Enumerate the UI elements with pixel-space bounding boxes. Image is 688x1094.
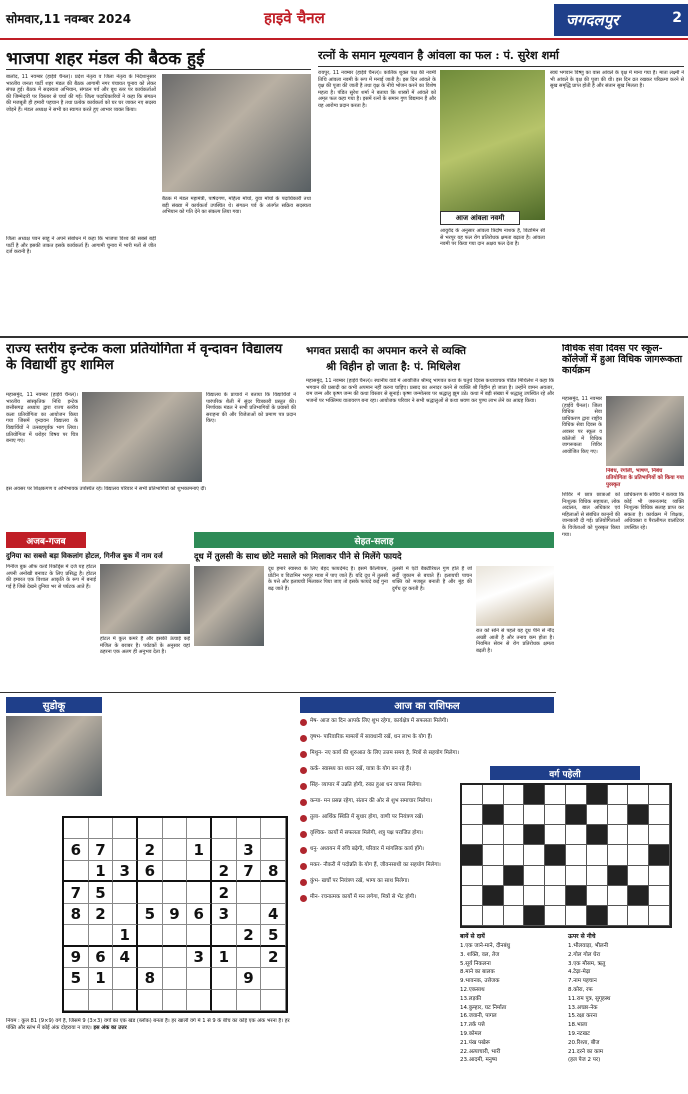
crossword-clue: 13.अच्छा-नेक: [568, 1004, 598, 1011]
sudoku-cell[interactable]: 1: [113, 925, 138, 946]
article5-photo: [606, 396, 684, 466]
bullet-icon: [300, 863, 307, 870]
sudoku-cell[interactable]: 2: [261, 947, 286, 968]
bullet-icon: [300, 783, 307, 790]
crossword-cell[interactable]: [504, 825, 525, 845]
divider: [6, 69, 311, 70]
crossword-cell[interactable]: [628, 785, 649, 805]
sudoku-cell[interactable]: [138, 925, 163, 946]
crossword-cell[interactable]: [608, 845, 629, 865]
crossword-block: [504, 866, 525, 886]
rashifal-item: [300, 718, 554, 726]
sudoku-cell[interactable]: [113, 968, 138, 989]
crossword-clue: 22.अत्याचारी, भारी: [460, 1048, 501, 1055]
bullet-icon: [300, 799, 307, 806]
edition-city: जगदलपुर: [554, 4, 688, 36]
sudoku-cell[interactable]: 6: [64, 839, 89, 860]
crossword-clue: (हल पेज 2 पर): [568, 1057, 601, 1064]
sudoku-cell[interactable]: [163, 968, 188, 989]
sudoku-cell[interactable]: [212, 990, 237, 1011]
sudoku-cell[interactable]: [89, 990, 114, 1011]
sudoku-cell[interactable]: [138, 818, 163, 839]
crossword-cell[interactable]: [649, 866, 670, 886]
sudoku-cell[interactable]: 1: [89, 861, 114, 882]
crossword-cell[interactable]: [524, 845, 545, 865]
crossword-block: [649, 845, 670, 865]
crossword-block: [524, 906, 545, 926]
article2-body: रायपुर, 11 नवम्बर (हाईवे चैनल)। कार्तिक शुक्ल पक्ष की नवमी तिथि आंवला नवमी के रूप में मनाई जाती है। इस दिन आंवले के वृक्ष की पूजा की जाती है तथा वृक्ष के नीचे भोजन करने का विशेष महत्व है। पंडित सुरेश शर्मा ने बताया कि शास्त्रों में आंवले को अमृत फल कहा गया है। इसमें रत्नों के समान गुण विद्यमान हैं और यह आरोग्य प्रदान करता है।: [318, 70, 436, 109]
crossword-block: [587, 785, 608, 805]
sudoku-cell[interactable]: 1: [212, 947, 237, 968]
rashifal-text: वृश्चिक- कार्यों में सफलता मिलेगी, शत्रु पक्ष पराजित होगा।: [310, 830, 423, 836]
bullet-icon: [300, 719, 307, 726]
crossword-cell[interactable]: [608, 825, 629, 845]
masthead: [0, 0, 688, 40]
sudoku-cell[interactable]: 5: [261, 925, 286, 946]
sudoku-cell[interactable]: [64, 925, 89, 946]
crossword-clue: 1.भीलवाड़ा, भीलनी: [568, 943, 609, 949]
crossword-cell[interactable]: [608, 785, 629, 805]
sehat-headline: दूध में तुलसी के साथ छोटे मसाले को मिलाकर पीने से मिलेंगे फायदे: [194, 552, 402, 562]
milk-photo: [476, 566, 554, 626]
crossword-cell[interactable]: [462, 805, 483, 825]
article5-body-2: शिविर में छात्र छात्राओं को निःशुल्क विधिक सहायता, लोक अदालत, बाल अधिकार एवं महिलाओं से संबंधित कानूनों की जानकारी दी गई। प्रतियोगिताओं के विजेताओं को पुरस्कृत किया गया।: [562, 492, 620, 538]
sudoku-cell[interactable]: 8: [64, 904, 89, 925]
crossword-clues-left-head: बायें से दायें: [460, 933, 485, 940]
sudoku-cell[interactable]: 2: [212, 861, 237, 882]
sudoku-cell[interactable]: [187, 818, 212, 839]
crossword-clue: 17.तर्क पत्ते: [460, 1022, 485, 1029]
crossword-cell[interactable]: [587, 805, 608, 825]
sudoku-cell[interactable]: [89, 818, 114, 839]
sehat-photo: [194, 566, 264, 646]
sudoku-cell[interactable]: [212, 839, 237, 860]
crossword-block: [524, 785, 545, 805]
article3-body-3: इस अवसर पर शिक्षकगण व अभिभावक उपस्थित रहे। विद्यालय परिवार ने सभी प्रतिभागियों को शुभकामनाएं दीं।: [6, 486, 207, 492]
sudoku-cell[interactable]: 7: [89, 839, 114, 860]
article5-headline: विधिक सेवा दिवस पर स्कूल-कॉलेजों में हुआ विधिक जागरूकता कार्यक्रम: [562, 344, 683, 376]
sudoku-cell[interactable]: [163, 839, 188, 860]
sudoku-cell[interactable]: 8: [138, 968, 163, 989]
bullet-icon: [300, 847, 307, 854]
crossword-clue: 12.एकसाथ: [460, 986, 485, 993]
sudoku-cell[interactable]: [261, 882, 286, 903]
sudoku-cell[interactable]: 7: [64, 882, 89, 903]
crossword-clue: 23.आदमी, मनुष्य: [460, 1057, 497, 1064]
article1-headline: भाजपा शहर मंडल की बैठक हुई: [6, 49, 205, 69]
crossword-block: [462, 845, 483, 865]
crossword-cell[interactable]: [462, 906, 483, 926]
article1-photo: [162, 74, 311, 192]
article3-body: महासमुंद, 11 नवम्बर (हाईवे चैनल)। भारतीय सांस्कृतिक निधि इन्टेक छत्तीसगढ़ अध्याय द्वारा राज्य स्तरीय कला प्रतियोगिता का आयोजन किया गया जिसमें वृन्दावन विद्यालय के विद्यार्थियों ने उत्साहपूर्वक भाग लिया। प्रतियोगिता में धरोहर विषय पर चित्र बनाए गए।: [6, 392, 78, 445]
article3-body-2: विद्यालय के प्राचार्य ने बताया कि विद्यार्थियों ने पारंपरिक शैली में सुंदर चित्रकारी प्रस्तुत की। निर्णायक मंडल ने सभी प्रतिभागियों के प्रयासों की सराहना की और विजेताओं को प्रमाण पत्र प्रदान किए।: [206, 392, 296, 425]
crossword-cell[interactable]: [545, 805, 566, 825]
crossword-cell[interactable]: [566, 866, 587, 886]
crossword-cell[interactable]: [462, 886, 483, 906]
sudoku-cell[interactable]: [187, 925, 212, 946]
sudoku-cell[interactable]: [187, 968, 212, 989]
rashifal-text: कन्या- मन प्रसन्न रहेगा, संतान की ओर से शुभ समाचार मिलेगा।: [310, 798, 433, 804]
crossword-clues-left: [460, 942, 564, 1065]
crossword-cell[interactable]: [566, 906, 587, 926]
rashifal-text: मीन- रचनात्मक कार्यों में मन लगेगा, मित्रों से भेंट होगी।: [310, 894, 417, 900]
article1-body-3: बैठक में मंडल महामंत्री, पार्षदगण, महिला मोर्चा, युवा मोर्चा के पदाधिकारी तथा बड़ी संख्या में कार्यकर्ता उपस्थित थे। संगठन पर्व के अंतर्गत सक्रिय सदस्यता अभियान को गति देने का संकल्प लिया गया।: [162, 196, 311, 216]
crossword-cell[interactable]: [545, 825, 566, 845]
sudoku-cell[interactable]: [138, 947, 163, 968]
sudoku-cell[interactable]: [237, 947, 262, 968]
sudoku-cell[interactable]: [138, 882, 163, 903]
issue-date: सोमवार,11 नवम्बर 2024: [6, 12, 132, 26]
sehat-body: दूध हमारे स्वास्थ्य के लिए बेहद फायदेमंद है। इसमें कैल्शियम, प्रोटीन व विटामिन भरपूर मात्रा में पाए जाते हैं। यदि दूध में तुलसी के पत्ते और इलायची मिलाकर पिया जाए तो इसके फायदे कई गुना बढ़ जाते हैं।: [268, 566, 388, 592]
crossword-clue: 19.नटखट: [568, 1030, 590, 1037]
bullet-icon: [300, 815, 307, 822]
sudoku-cell[interactable]: 4: [113, 947, 138, 968]
article1-body: बालोद, 11 नवम्बर (हाईवे चैनल)। प्रदेश नेतृत्व व जिला नेतृत्व के निर्देशानुसार भारतीय जनता पार्टी शहर मंडल की बैठक आगामी नगर पंचायत चुनाव को लेकर संपन्न हुई। बैठक में सदस्यता अभियान, संगठन पर्व और बूथ स्तर पर कार्यकर्ताओं की जिम्मेदारी पर विस्तार से चर्चा की गई। जिला पदाधिकारियों ने कहा कि संगठन की मजबूती ही हमारी पहचान है तथा प्रत्येक कार्यकर्ता को घर घर जाकर नए सदस्य जोड़ने हैं। मंडल अध्यक्ष ने सभी का स्वागत करते हुए आभार व्यक्त किया।: [6, 74, 156, 113]
bullet-icon: [300, 831, 307, 838]
crossword-cell[interactable]: [524, 866, 545, 886]
rashifal-text: धनु- अध्ययन में रुचि बढ़ेगी, परिवार में मांगलिक कार्य होंगे।: [310, 846, 424, 852]
sudoku-cell[interactable]: [113, 839, 138, 860]
rashifal-text: कर्क- स्वास्थ्य का ध्यान रखें, यात्रा के योग बन रहे हैं।: [310, 766, 412, 772]
crossword-cell[interactable]: [628, 866, 649, 886]
rashifal-item: [300, 750, 554, 758]
divider: [0, 692, 556, 693]
sudoku-cell[interactable]: 2: [237, 925, 262, 946]
rashifal-band: आज का राशिफल: [300, 697, 554, 713]
crossword-clue: 8.कोरा, रफ: [568, 986, 593, 993]
sudoku-footer: इस अंक का उत्तर: [93, 1025, 127, 1031]
crossword-clue: 20.रिश्ता, बीज: [568, 1039, 600, 1046]
sudoku-cell[interactable]: [237, 882, 262, 903]
sudoku-cell[interactable]: [113, 882, 138, 903]
crossword-clue: 5.सूर्य निकलना: [460, 960, 491, 967]
crossword-cell[interactable]: [483, 845, 504, 865]
article1-body-2: जिला अध्यक्ष पवन साहू ने अपने संबोधन में कहा कि भाजपा विश्व की सबसे बड़ी पार्टी है और इसकी ताकत इसके कार्यकर्ता हैं। आगामी चुनाव में भारी मतों से जीत दर्ज करानी है।: [6, 236, 156, 256]
ajab-body-2: होटल में कुल कमरे हैं और इसकी ऊंचाई कई मंजिल के बराबर है। पर्यटकों के अनुसार यहां ठहरना एक अलग ही अनुभव देता है।: [100, 636, 190, 656]
ajab-photo: [100, 564, 190, 634]
crossword-clue: 21.पंख पखेरू: [460, 1039, 491, 1046]
crossword-cell[interactable]: [649, 785, 670, 805]
crossword-block: [628, 805, 649, 825]
crossword-block: [566, 886, 587, 906]
crossword-cell[interactable]: [524, 886, 545, 906]
divider: [318, 66, 684, 67]
sudoku-cell[interactable]: [138, 990, 163, 1011]
crossword-cell[interactable]: [566, 825, 587, 845]
sudoku-cell[interactable]: 8: [261, 861, 286, 882]
crossword-cell[interactable]: [483, 825, 504, 845]
article3-headline: राज्य स्तरीय इन्टेक कला प्रतियोगिता में वृन्दावन विद्यालय के विद्यार्थी हुए शामिल: [6, 342, 283, 373]
sudoku-cell[interactable]: [212, 818, 237, 839]
sudoku-cell[interactable]: 3: [113, 861, 138, 882]
paper-name: हाइवे चैनल: [264, 9, 325, 27]
crossword-cell[interactable]: [504, 785, 525, 805]
sudoku-cell[interactable]: 3: [187, 947, 212, 968]
article2-body-3: स्वयं भगवान विष्णु का वास आंवले के वृक्ष में माना गया है। माता लक्ष्मी ने भी आंवले के वृक्ष की पूजा की थी। इस दिन व्रत रखकर परिक्रमा करने से सुख समृद्धि प्राप्त होती है और संतान सुख मिलता है।: [550, 70, 684, 90]
sudoku-cell[interactable]: [237, 990, 262, 1011]
sudoku-cell[interactable]: 5: [138, 904, 163, 925]
sudoku-cell[interactable]: 6: [89, 947, 114, 968]
crossword-cell[interactable]: [504, 805, 525, 825]
sudoku-cell[interactable]: [261, 990, 286, 1011]
crossword-clue: 14.कुम्हार, घट निर्माता: [460, 1004, 507, 1011]
crossword-cell[interactable]: [524, 805, 545, 825]
crossword-cell[interactable]: [608, 805, 629, 825]
sudoku-cell[interactable]: 6: [138, 861, 163, 882]
sudoku-cell[interactable]: [261, 968, 286, 989]
sudoku-cell[interactable]: 2: [212, 882, 237, 903]
article5-body: महासमुंद, 11 नवम्बर (हाईवे चैनल)। जिला विधिक सेवा प्राधिकरण द्वारा राष्ट्रीय विधिक सेवा दिवस के अवसर पर स्कूल व कॉलेजों में विधिक जागरूकता शिविर आयोजित किए गए।: [562, 396, 602, 455]
crossword-cell[interactable]: [462, 785, 483, 805]
sudoku-cell[interactable]: [113, 818, 138, 839]
sudoku-cell[interactable]: [237, 904, 262, 925]
sudoku-rules-text: नियम : कुल 81 (9×9) वर्ग हैं, जिसमें 9 (3×3) वर्गों का एक खंड (ब्लॉक) बनता है। हर खाली वर्ग में 1 से 9 के बीच का कोई एक अंक भरना है। हर पंक्ति और स्तंभ में कोई अंक दोहराया न जाए।: [6, 1018, 290, 1031]
article5-body-3: प्राधिकरण के सचिव ने बताया कि कोई भी जरूरतमंद व्यक्ति निःशुल्क विधिक सलाह प्राप्त कर सकता है। कार्यक्रम में शिक्षक, अधिवक्ता व पैरालीगल वालंटियर उपस्थित रहे।: [624, 492, 684, 531]
sudoku-cell[interactable]: 3: [212, 904, 237, 925]
sudoku-cell[interactable]: [89, 925, 114, 946]
sehat-body-3: रात को सोने से पहले यह दूध पीने से नींद अच्छी आती है और तनाव कम होता है। नियमित सेवन से रोग प्रतिरोधक क्षमता बढ़ती है।: [476, 628, 554, 654]
sudoku-cell[interactable]: 5: [89, 882, 114, 903]
sudoku-cell[interactable]: 7: [237, 861, 262, 882]
crossword-cell[interactable]: [608, 886, 629, 906]
sudoku-cell[interactable]: [64, 990, 89, 1011]
sudoku-cell[interactable]: [237, 818, 262, 839]
crossword-cell[interactable]: [587, 845, 608, 865]
crossword-clue: 15.रक्षा करना: [568, 1013, 598, 1020]
crossword-cell[interactable]: [545, 785, 566, 805]
sudoku-cell[interactable]: 1: [187, 839, 212, 860]
sudoku-cell[interactable]: [163, 861, 188, 882]
bullet-icon: [300, 735, 307, 742]
crossword-grid: [460, 783, 672, 928]
crossword-cell[interactable]: [483, 906, 504, 926]
sudoku-cell[interactable]: 2: [138, 839, 163, 860]
crossword-cell[interactable]: [462, 866, 483, 886]
page-number: 2: [672, 10, 682, 26]
rashifal-text: मेष- आज का दिन आपके लिए शुभ रहेगा, कार्यक्षेत्र में सफलता मिलेगी।: [310, 718, 449, 724]
sehat-body-2: तुलसी में एंटी बैक्टीरियल गुण होते हैं जो सर्दी जुकाम से बचाते हैं। इलायची पाचन शक्ति को मजबूत बनाती है और मुंह की दुर्गंध दूर करती है।: [392, 566, 472, 592]
ajab-body: गिनीज बुक ऑफ वर्ल्ड रिकॉर्ड्स में दर्ज यह होटल अपनी अनोखी बनावट के लिए प्रसिद्ध है। होटल की इमारत एक विशाल आकृति के रूप में बनाई गई है जिसे देखने दुनिया भर से पर्यटक आते हैं।: [6, 564, 96, 590]
rashifal-text: कुंभ- खर्चों पर नियंत्रण रखें, भाग्य का साथ मिलेगा।: [310, 878, 410, 884]
rashifal-text: तुला- आर्थिक स्थिति में सुधार होगा, वाणी पर नियंत्रण रखें।: [310, 814, 424, 820]
bullet-icon: [300, 895, 307, 902]
divider: [0, 336, 688, 338]
crossword-clues-right: [568, 942, 678, 1065]
article4-headline-2: श्री विहीन हो जाता है: पं. मिथिलेश: [326, 361, 461, 373]
crossword-cell[interactable]: [649, 906, 670, 926]
crossword-clue: 21.दरने का काम: [568, 1048, 604, 1055]
rashifal-item: [300, 734, 554, 742]
crossword-block: [587, 825, 608, 845]
crossword-clue: 8.माने का बालक: [460, 969, 495, 976]
sudoku-cell[interactable]: [163, 925, 188, 946]
crossword-block: [545, 845, 566, 865]
sudoku-cell[interactable]: 9: [64, 947, 89, 968]
sudoku-cell[interactable]: [163, 818, 188, 839]
crossword-cell[interactable]: [504, 845, 525, 865]
crossword-clue: 2.गोल गोल घेरा: [568, 951, 601, 958]
bullet-icon: [300, 879, 307, 886]
crossword-cell[interactable]: [649, 805, 670, 825]
sudoku-cell[interactable]: 9: [163, 904, 188, 925]
crossword-cell[interactable]: [483, 785, 504, 805]
crossword-cell[interactable]: [587, 886, 608, 906]
sudoku-cell[interactable]: [113, 904, 138, 925]
crossword-cell[interactable]: [649, 825, 670, 845]
sudoku-cell[interactable]: 2: [89, 904, 114, 925]
crossword-cell[interactable]: [566, 785, 587, 805]
crossword-block: [608, 866, 629, 886]
crossword-block: [566, 805, 587, 825]
sudoku-cell[interactable]: [113, 990, 138, 1011]
sudoku-cell[interactable]: [187, 882, 212, 903]
rashifal-text: मिथुन- नए कार्य की शुरुआत के लिए उत्तम समय है, मित्रों से सहयोग मिलेगा।: [310, 750, 460, 756]
amla-caption: आज आंवला नवमी: [440, 211, 520, 225]
sudoku-cell[interactable]: 6: [187, 904, 212, 925]
sudoku-cell[interactable]: 1: [89, 968, 114, 989]
crossword-clue: 9.भावनक, उत्तेजक: [460, 978, 500, 985]
sudoku-grid: [62, 816, 288, 1013]
crossword-cell[interactable]: [545, 906, 566, 926]
rashifal-text: सिंह- व्यापार में उन्नति होगी, रुका हुआ धन वापस मिलेगा।: [310, 782, 422, 788]
article2-headline: रत्नों के समान मूल्यवान है आंवला का फल : पं. सुरेश शर्मा: [318, 48, 559, 62]
crossword-clues-right-head: ऊपर से नीचे: [568, 933, 596, 940]
crossword-block: [524, 825, 545, 845]
crossword-band: वर्ग पहेली: [490, 766, 640, 780]
sudoku-cell[interactable]: [163, 947, 188, 968]
crossword-clue: 3. शक्ति, वल, तेज: [460, 951, 500, 958]
crossword-cell[interactable]: [504, 886, 525, 906]
sudoku-cell[interactable]: 3: [237, 839, 262, 860]
crossword-clue: 13.लड़की: [460, 995, 482, 1002]
sudoku-cell[interactable]: 4: [261, 904, 286, 925]
crossword-clue: 11.राम पुत्र, सुगृहस्थ: [568, 995, 611, 1002]
crossword-block: [587, 906, 608, 926]
ajab-headline: दुनिया का सबसे बड़ा विकलांग होटल, गिनीज बुक में नाम दर्ज: [6, 551, 163, 560]
crossword-cell[interactable]: [608, 906, 629, 926]
bullet-icon: [300, 751, 307, 758]
crossword-cell[interactable]: [628, 906, 649, 926]
crossword-clue: 1.एक जाने-माने, दीनबंधु: [460, 943, 510, 949]
sudoku-cell[interactable]: 9: [237, 968, 262, 989]
sudoku-image: [6, 716, 102, 796]
crossword-clue: 16.जवानी, पागल: [460, 1013, 497, 1020]
rashifal-text: मकर- नौकरी में पदोन्नति के योग हैं, जीवनसाथी का सहयोग मिलेगा।: [310, 862, 441, 868]
crossword-cell[interactable]: [587, 866, 608, 886]
sudoku-cell[interactable]: [212, 968, 237, 989]
crossword-clue: 19.कोमल: [460, 1030, 482, 1037]
article3-photo: [82, 392, 202, 482]
crossword-cell[interactable]: [545, 886, 566, 906]
article4-body: महासमुंद, 11 नवम्बर (हाईवे चैनल)। स्थानीय वार्ड में आयोजित श्रीमद् भागवत कथा के चतुर्थ दिवस कथावाचक पंडित मिथिलेश ने कहा कि भगवान की प्रसादी का कभी अपमान नहीं करना चाहिए। प्रसाद का अनादर करने से व्यक्ति श्री विहीन हो जाता है। उन्होंने वामन अवतार, राम जन्म और कृष्ण जन्म की कथा विस्तार से सुनाई। कृष्ण जन्मोत्सव पर श्रद्धालु झूम उठे। कथा में बड़ी संख्या में श्रद्धालु उपस्थित रहे और भजनों पर भक्तिमय वातावरण बना रहा। आयोजक परिवार ने सभी श्रद्धालुओं से कथा श्रवण कर पुण्य लाभ लेने का आग्रह किया।: [306, 378, 554, 404]
sudoku-cell[interactable]: 5: [64, 968, 89, 989]
crossword-block: [628, 886, 649, 906]
crossword-clue: 7.नाम पहचान: [568, 978, 597, 985]
sehat-salah-band: सेहत-सलाह: [194, 532, 554, 548]
crossword-clue: 18.भाला: [568, 1022, 588, 1029]
sudoku-cell[interactable]: [64, 861, 89, 882]
crossword-block: [483, 886, 504, 906]
crossword-cell[interactable]: [462, 825, 483, 845]
crossword-clue: 4.टेढ़ा-मेढ़ा: [568, 969, 591, 976]
ajab-gajab-band: अजब-गजब: [6, 532, 86, 548]
crossword-cell[interactable]: [628, 825, 649, 845]
sudoku-cell[interactable]: [261, 818, 286, 839]
crossword-cell[interactable]: [483, 866, 504, 886]
sudoku-cell[interactable]: [187, 861, 212, 882]
crossword-cell[interactable]: [628, 845, 649, 865]
bullet-icon: [300, 767, 307, 774]
crossword-cell[interactable]: [504, 906, 525, 926]
crossword-cell[interactable]: [545, 866, 566, 886]
sudoku-cell[interactable]: [64, 818, 89, 839]
crossword-block: [483, 805, 504, 825]
sudoku-cell[interactable]: [163, 990, 188, 1011]
sudoku-rules: [6, 1018, 296, 1052]
rashifal-text: वृषभ- पारिवारिक मामलों में सावधानी रखें, धन लाभ के योग हैं।: [310, 734, 433, 740]
crossword-cell[interactable]: [649, 886, 670, 906]
sudoku-cell[interactable]: [261, 839, 286, 860]
crossword-cell[interactable]: [566, 845, 587, 865]
sudoku-cell[interactable]: [212, 925, 237, 946]
article5-photo-caption: निबंध, रंगोली, भाषण, निबंध प्रतियोगिता के प्रतिभागियों को किया गया पुरस्कृत: [606, 468, 684, 488]
sudoku-cell[interactable]: [163, 882, 188, 903]
amla-photo: [440, 70, 545, 220]
sudoku-band: सुडोकू: [6, 697, 102, 713]
article4-headline: भगवत प्रसादी का अपमान करने से व्यक्ति: [306, 345, 467, 357]
article2-body-2: आयुर्वेद के अनुसार आंवला त्रिदोष नाशक है, विटामिन सी से भरपूर यह फल रोग प्रतिरोधक क्षमता बढ़ाता है। आंवला नवमी पर किया गया दान अक्षय फल देता है।: [440, 228, 545, 248]
sudoku-cell[interactable]: [187, 990, 212, 1011]
crossword-clue: 3.एक मौसम, ऋतु: [568, 960, 606, 967]
